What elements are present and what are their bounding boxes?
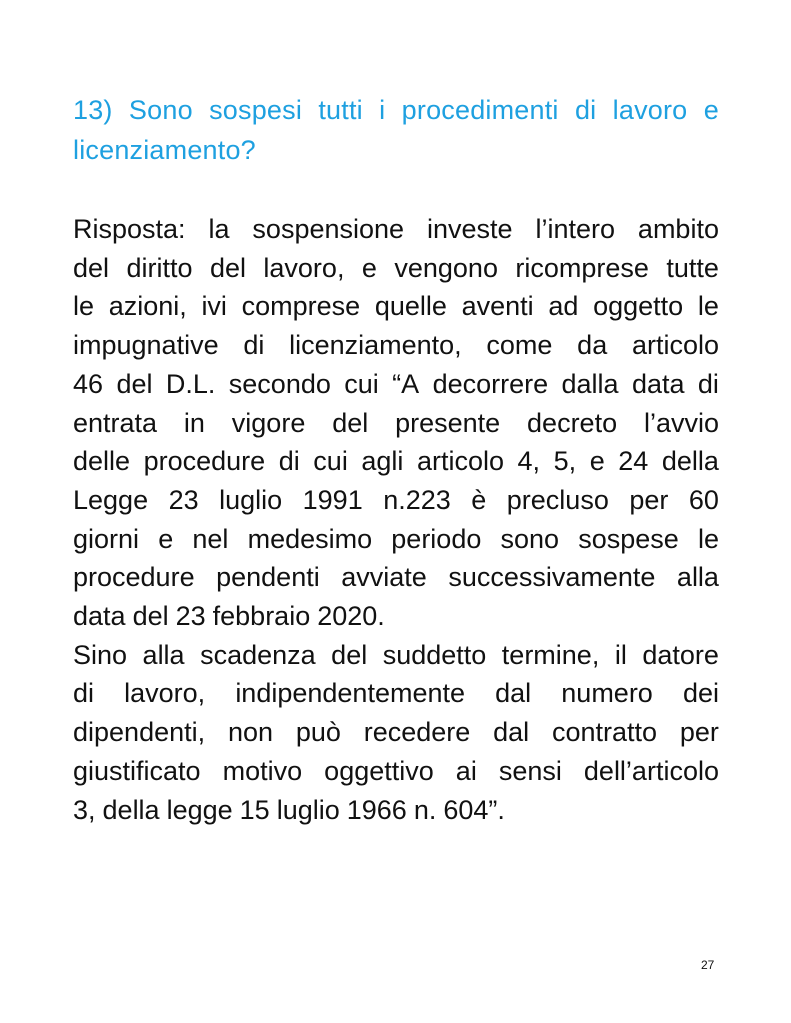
word: da: [577, 330, 608, 361]
answer-line: [73, 520, 719, 559]
word: ad: [548, 291, 579, 322]
word: dal: [495, 678, 532, 709]
word: le: [697, 523, 719, 554]
word: n.: [413, 794, 437, 825]
word: numero: [561, 678, 653, 709]
answer-line: [73, 404, 719, 443]
word: ai: [455, 755, 477, 786]
word: l’intero: [535, 214, 615, 244]
word: e: [158, 523, 174, 554]
question-line: [73, 90, 719, 130]
word: l’avvio: [643, 407, 719, 438]
answer-line: [73, 249, 719, 288]
word: 23: [168, 484, 199, 515]
answer-line: [73, 597, 719, 636]
word: aventi: [461, 291, 534, 322]
answer-body: [73, 210, 719, 829]
word: articolo: [631, 330, 719, 361]
word: 1991: [302, 484, 363, 515]
word: medesimo: [247, 523, 373, 554]
word: ricomprese: [515, 252, 649, 283]
word: 60: [688, 484, 719, 515]
word: del: [132, 601, 169, 632]
word: secondo: [228, 368, 331, 399]
word: n.223: [383, 484, 451, 515]
answer-line: [73, 287, 719, 326]
word: Risposta:: [73, 214, 186, 244]
word: contratto: [552, 717, 658, 748]
word: lavoro,: [263, 252, 345, 283]
word: entrata: [73, 407, 158, 438]
answer-line: [73, 442, 719, 481]
word: scadenza: [200, 639, 316, 670]
word: 15: [239, 794, 270, 825]
word: i: [379, 95, 386, 125]
word: articolo: [416, 446, 504, 477]
word: e: [361, 252, 377, 283]
word: vengono: [394, 252, 498, 283]
word: recedere: [363, 717, 471, 748]
word: del: [209, 252, 246, 283]
answer-line: [73, 713, 719, 752]
answer-line: [73, 326, 719, 365]
word: quelle: [374, 291, 447, 322]
word: lavoro: [612, 95, 688, 125]
word: alla: [676, 562, 719, 593]
word: Sino: [73, 639, 128, 670]
word: comprese: [241, 291, 361, 322]
page-number: 27: [701, 958, 715, 972]
word: sospesi: [209, 95, 303, 125]
word: di: [243, 330, 265, 361]
word: alla: [142, 639, 185, 670]
word: giorni: [73, 523, 140, 554]
word: dal: [493, 717, 530, 748]
word: D.L.: [165, 368, 216, 399]
word: data: [73, 601, 126, 632]
word: sospese: [578, 523, 679, 554]
word: febbraio: [212, 601, 311, 632]
answer-line: [73, 636, 719, 675]
word: avviate: [341, 562, 427, 593]
answer-line: [73, 791, 719, 830]
word: procedure: [73, 562, 195, 593]
word: vigore: [231, 407, 306, 438]
word: legge: [166, 794, 233, 825]
word: del: [331, 639, 368, 670]
word: oggettivo: [324, 755, 434, 786]
answer-line: [73, 674, 719, 713]
word: decreto: [527, 407, 618, 438]
word: la: [208, 214, 230, 244]
word: il: [614, 639, 627, 670]
word: per: [629, 484, 669, 515]
word: 4,: [517, 446, 541, 477]
word: luglio: [276, 794, 340, 825]
word: dell’articolo: [583, 755, 719, 786]
word: decorrere: [432, 368, 549, 399]
word: sospensione: [252, 214, 405, 244]
word: nel: [192, 523, 229, 554]
word: di: [73, 678, 95, 709]
word: oggetto: [593, 291, 684, 322]
word: agli: [361, 446, 404, 477]
word: ivi: [201, 291, 227, 322]
word: cui: [313, 446, 348, 477]
word: come: [486, 330, 553, 361]
word: pendenti: [216, 562, 320, 593]
answer-line: [73, 210, 719, 249]
answer-line: [73, 365, 719, 404]
answer-line: [73, 481, 719, 520]
word: del: [116, 368, 153, 399]
word: di: [574, 95, 597, 125]
word: 46: [73, 368, 104, 399]
word: cui: [344, 368, 379, 399]
word: precluso: [506, 484, 609, 515]
word: le: [73, 291, 95, 322]
word: non: [227, 717, 274, 748]
word: Legge: [73, 484, 149, 515]
word: dipendenti,: [73, 717, 206, 748]
word: è: [471, 484, 487, 515]
word: dalla: [561, 368, 619, 399]
word: sono: [500, 523, 560, 554]
word: 604”.: [443, 794, 505, 825]
answer-line: [73, 558, 719, 597]
word: sensi: [498, 755, 562, 786]
word: Sono: [128, 95, 193, 125]
question-line: licenziamento?: [73, 135, 256, 165]
word: può: [295, 717, 341, 748]
word: 5,: [553, 446, 577, 477]
answer-line: [73, 752, 719, 791]
word: luglio: [219, 484, 283, 515]
word: impugnative: [73, 330, 219, 361]
word: suddetto: [382, 639, 487, 670]
word: della: [102, 794, 160, 825]
word: motivo: [222, 755, 303, 786]
word: successivamente: [448, 562, 656, 593]
word: 13): [73, 95, 113, 125]
word: tutti: [318, 95, 363, 125]
word: delle: [73, 446, 131, 477]
word: periodo: [391, 523, 482, 554]
word: 2020.: [317, 601, 385, 632]
word: investe: [426, 214, 513, 244]
word: lavoro,: [124, 678, 206, 709]
word: per: [679, 717, 719, 748]
word: 24: [618, 446, 649, 477]
word: in: [183, 407, 205, 438]
word: indipendentemente: [235, 678, 465, 709]
word: del: [73, 252, 110, 283]
word: di: [278, 446, 300, 477]
word: del: [332, 407, 369, 438]
word: 23: [175, 601, 206, 632]
word: ambito: [637, 214, 719, 244]
word: procedure: [143, 446, 266, 477]
word: tutte: [666, 252, 719, 283]
word: dei: [682, 678, 719, 709]
word: licenziamento,: [289, 330, 462, 361]
word: termine,: [501, 639, 600, 670]
word: datore: [642, 639, 719, 670]
word: della: [661, 446, 719, 477]
word: di: [697, 368, 719, 399]
word: e: [703, 95, 719, 125]
word: procedimenti: [401, 95, 559, 125]
question-heading: [73, 90, 719, 170]
word: e: [589, 446, 605, 477]
word: “A: [392, 368, 420, 399]
word: azioni,: [108, 291, 187, 322]
word: diritto: [126, 252, 193, 283]
word: 1966: [346, 794, 407, 825]
word: le: [697, 291, 719, 322]
word: presente: [395, 407, 501, 438]
word: giustificato: [73, 755, 201, 786]
word: 3,: [73, 794, 96, 825]
word: data: [631, 368, 685, 399]
